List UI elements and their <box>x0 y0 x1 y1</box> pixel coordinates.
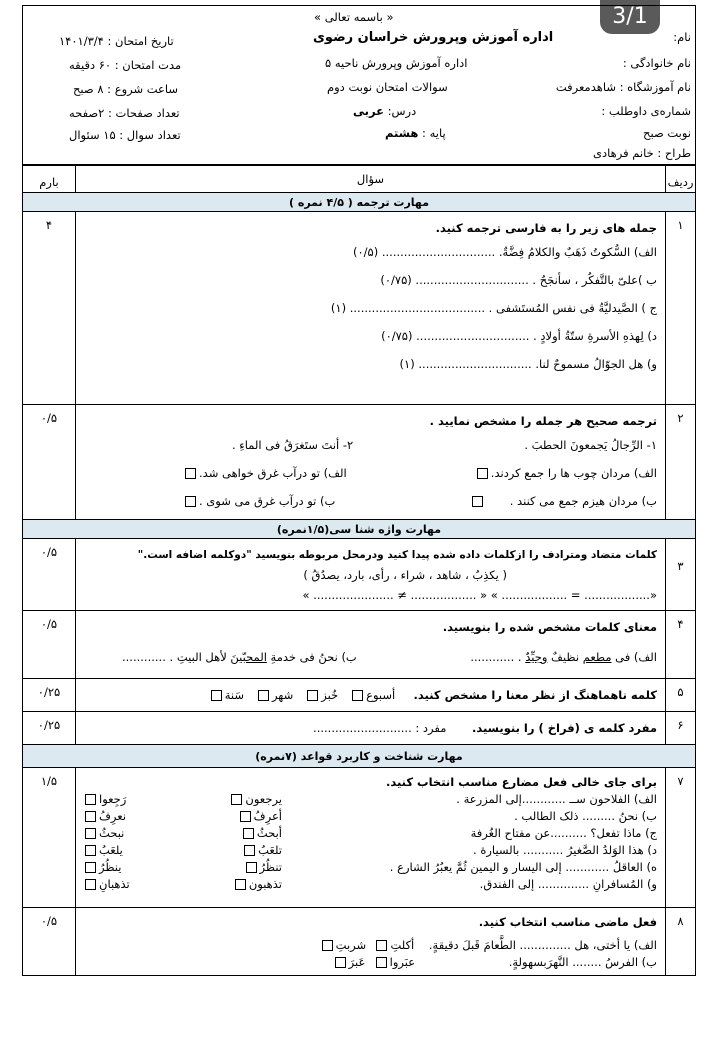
district-label: اداره آموزش وپرورش ناحیه ۵ <box>325 56 468 70</box>
checkbox[interactable] <box>85 828 96 839</box>
q7-option[interactable]: تنظُرُ <box>243 859 282 876</box>
q1-item-e: و) هل الجوّالُ مسموحٌ لنا. ............................... (۱) <box>399 357 657 371</box>
checkbox[interactable] <box>235 879 246 890</box>
q5-option-1[interactable]: أسبوع <box>349 688 395 702</box>
q7-option[interactable]: ینظُرُ <box>82 859 121 876</box>
checkbox[interactable] <box>376 940 387 951</box>
checkbox[interactable] <box>240 811 251 822</box>
q7-option[interactable]: نعرِفُ <box>82 808 126 825</box>
questions-count-field: تعداد سوال : ۱۵ سئوال <box>69 128 181 142</box>
q4-item-b: ب) نحنُ فی خدمةِ المحبّینَ لأهل البیتِ . ............ <box>122 650 357 664</box>
question-row-1 <box>23 212 696 405</box>
checkbox[interactable] <box>85 811 96 822</box>
start-time-field: ساعت شروع : ۸ صبح <box>73 82 179 96</box>
question-row-2 <box>23 405 696 520</box>
q6-answer-field[interactable]: مفرد : ........................... <box>313 721 447 735</box>
page-counter-badge: 3/1 <box>600 0 660 34</box>
question-score: ۰/۲۵ <box>23 679 76 712</box>
q2-sentence-2: ۲- أنتَ ستَغرَقُ فی الماءِ . <box>232 438 354 452</box>
q7-option[interactable]: نبحثُ <box>82 825 124 842</box>
q5-option-4[interactable]: سَنة <box>208 688 244 702</box>
q7-items <box>82 808 657 893</box>
table-header <box>23 166 696 193</box>
q2-option-b1[interactable]: ب) مردان هیزم جمع می کنند . <box>469 487 657 515</box>
question-number: ۵ <box>666 679 696 712</box>
duration-field: مدت امتحان : ۶۰ دقیقه <box>69 58 182 72</box>
q7-options <box>82 791 282 808</box>
school-field: نام آموزشگاه : شاهدمعرفت <box>555 80 691 94</box>
col-score-header: بارم <box>23 166 76 193</box>
question-number: ۶ <box>666 712 696 745</box>
question-title: مفرد کلمه ی (فراخ ) را بنویسید. <box>471 721 657 735</box>
question-score: ۰/۵ <box>23 539 76 611</box>
exam-header <box>22 5 696 165</box>
section-grammar: مهارت شناخت و کاربرد قواعد (۷نمره) <box>23 745 696 768</box>
checkbox[interactable] <box>472 496 483 507</box>
checkbox[interactable] <box>244 845 255 856</box>
exam-date-field: تاریخ امتحان : ۱۴۰۱/۳/۴ <box>59 34 174 48</box>
exam-sheet <box>22 5 696 976</box>
question-title: کلمات متضاد ومترادف را ازکلمات داده شده پیدا کنید ودرمحل مربوطه بنویسید "دوکلمه اضافه است." <box>137 549 657 561</box>
question-score: ۰/۲۵ <box>23 712 76 745</box>
question-number: ۱ <box>666 212 696 405</box>
question-title: جمله های زیر را به فارسی ترجمه کنید. <box>435 221 657 235</box>
q7-options <box>82 842 282 859</box>
q8-item-b: ب) الفرسُ ........ النَّهرَبسهولةٍ. عبَروا عَبرَ <box>82 954 657 971</box>
q8-option[interactable]: عَبرَ <box>332 955 366 969</box>
question-body <box>76 768 666 908</box>
checkbox[interactable] <box>243 828 254 839</box>
q5-option-3[interactable]: شهر <box>255 688 293 702</box>
org-title: اداره آموزش وپرورش خراسان رضوی <box>313 30 554 45</box>
question-number: ۴ <box>666 611 696 679</box>
checkbox[interactable] <box>477 468 488 479</box>
question-row-3 <box>23 539 696 611</box>
question-title: معنای کلمات مشخص شده را بنویسید. <box>442 620 657 634</box>
question-title: فعل ماضی مناسب انتخاب کنید. <box>478 915 657 929</box>
q4-items <box>82 643 657 671</box>
q3-answer-line[interactable]: «.................. = .................. » « .................. ≠ ...................... » <box>302 588 657 602</box>
question-body <box>76 611 666 679</box>
shift-field: نوبت صبح <box>643 126 691 140</box>
question-score: ۰/۵ <box>23 908 76 976</box>
section-translation: مهارت ترجمه ( ۴/۵ نمره ) <box>23 193 696 212</box>
pages-count-field: تعداد صفحات : ۲صفحه <box>69 106 180 120</box>
question-number: ۳ <box>666 539 696 611</box>
col-question-header: سؤال <box>76 166 666 193</box>
q5-line <box>82 685 657 705</box>
q7-option[interactable]: أبحثُ <box>240 825 282 842</box>
subject-field: درس: عربی <box>353 104 417 118</box>
question-row-8 <box>23 908 696 976</box>
q6-line <box>82 718 657 738</box>
question-number: ۷ <box>666 768 696 908</box>
question-body <box>76 212 666 405</box>
checkbox[interactable] <box>376 957 387 968</box>
q2-sentences <box>82 431 657 459</box>
question-row-7 <box>23 768 696 908</box>
q2-options-b <box>82 487 657 515</box>
question-score: ۱/۵ <box>23 768 76 908</box>
q7-item-text: ج) ماذا تفعل؟ ..........عن مفتاح الغُرفة <box>470 826 657 840</box>
q8-option[interactable]: أکلتِ <box>373 938 414 952</box>
q1-item-b: ب )علیّ بالتَّفکُر ، سأنجَحُ . ............................... (۰/۷۵) <box>380 273 657 287</box>
checkbox[interactable] <box>85 794 96 805</box>
q7-item <box>82 859 657 876</box>
checkbox[interactable] <box>185 496 196 507</box>
exam-title: سوالات امتحان نوبت دوم <box>327 80 448 94</box>
checkbox[interactable] <box>231 794 242 805</box>
q7-item <box>82 825 657 842</box>
questions-table <box>22 165 696 976</box>
question-score: ۰/۵ <box>23 405 76 520</box>
question-row-4 <box>23 611 696 679</box>
col-row-header: ردیف <box>666 166 696 193</box>
q3-word-list: ( یکذِبُ ، شاهد ، شراء ، رأی، بارد، یصدُقُ ) <box>303 568 507 582</box>
q7-item <box>82 808 657 825</box>
question-number: ۸ <box>666 908 696 976</box>
q7-options <box>82 859 282 876</box>
q7-option[interactable]: تذهبانِ <box>82 876 130 893</box>
checkbox[interactable] <box>258 690 269 701</box>
section-vocabulary: مهارت واژه شنا سی(۱/۵نمره) <box>23 520 696 539</box>
question-number: ۲ <box>666 405 696 520</box>
q7-option[interactable]: رَجِعوا <box>82 791 126 808</box>
question-body <box>76 405 666 520</box>
question-body <box>76 539 666 611</box>
q2-options-a <box>82 459 657 487</box>
q2-option-b2[interactable]: ب) تو درآب غرق می شوی . <box>182 487 335 515</box>
q4-item-a: الف) فی مطعم نظیفٌ وجیِّدٌ . ............ <box>470 650 657 664</box>
designer-field: طراح : خانم فرهادی <box>593 146 691 160</box>
q7-option[interactable]: أعرِفُ <box>237 808 282 825</box>
checkbox[interactable] <box>85 879 96 890</box>
checkbox[interactable] <box>352 690 363 701</box>
checkbox[interactable] <box>85 862 96 873</box>
checkbox[interactable] <box>335 957 346 968</box>
q1-item-a: الف) السُّکوتُ ذَهَبٌ والکلامُ فِضَّةٌ. ............................... (۰/۵) <box>352 245 657 259</box>
question-body <box>76 908 666 976</box>
question-score: ۰/۵ <box>23 611 76 679</box>
q1-item-d: د) لِهذهِ الأسرةِ ستّةُ أولادٍ . ............................... (۰/۷۵) <box>381 329 657 343</box>
q5-option-2[interactable]: خُبز <box>304 688 338 702</box>
q2-option-a1[interactable]: الف) مردان چوب ها را جمع کردند. <box>474 459 657 487</box>
q7-option[interactable]: تلعَبُ <box>241 842 282 859</box>
q7-options <box>82 876 282 893</box>
checkbox[interactable] <box>246 862 257 873</box>
q7-option[interactable]: یلعَبُ <box>82 842 123 859</box>
q7-item <box>82 842 657 859</box>
question-title: ترجمه صحیح هر جمله را مشخص نمایید . <box>429 414 657 428</box>
checkbox[interactable] <box>185 468 196 479</box>
question-row-5 <box>23 679 696 712</box>
checkbox[interactable] <box>85 845 96 856</box>
q7-item-text: د) هذا الوَلدُ الصَّغیرُ ........... بالسیارة . <box>473 843 657 857</box>
q7-item-text: الف) الفلاحون ســ ............إلی المزرعة . <box>456 792 657 806</box>
q7-item <box>82 876 657 893</box>
q7-item-text: و) المُسافرانِ .............. إلی الفندق. <box>479 877 657 891</box>
checkbox[interactable] <box>322 940 333 951</box>
question-row-6 <box>23 712 696 745</box>
q7-item <box>82 791 657 808</box>
q7-item-text: ه) العاقلُ ............ إلی الیسار و الیمین ثُمَّ یعبُرُ الشارع . <box>389 860 657 874</box>
q7-options <box>82 825 282 842</box>
q7-item-text: ب) نحنُ ......... ذلک الطالب . <box>514 809 657 823</box>
question-score: ۴ <box>23 212 76 405</box>
question-body <box>76 712 666 745</box>
q8-item-a: الف) یا أختی، هل .............. الطَّعامَ قَبلَ دقیقةٍ. أکلتِ شربتِ <box>82 937 657 954</box>
grade-field: پایه : هشتم <box>385 126 446 140</box>
q1-item-c: ج ) الصَّیدلیَّةُ فی نفس المُستَشفی . ..................................... (۱) <box>330 301 657 315</box>
basmala: « باسمه تعالی » <box>314 10 394 24</box>
question-title: کلمه ناهماهنگ از نظر معنا را مشخص کنید. <box>413 688 657 702</box>
checkbox[interactable] <box>211 690 222 701</box>
q2-option-a2[interactable]: الف) تو درآب غرق خواهی شد. <box>182 459 347 487</box>
q7-option[interactable]: تذهبون <box>232 876 282 893</box>
q8-option[interactable]: عبَروا <box>373 955 415 969</box>
question-body <box>76 679 666 712</box>
checkbox[interactable] <box>307 690 318 701</box>
q7-item-a <box>82 791 657 808</box>
q7-options <box>82 808 282 825</box>
name-field: نام: <box>673 30 691 44</box>
student-number-field: شماره‌ی داوطلب : <box>601 104 691 118</box>
question-title: برای جای خالی فعل مضارع مناسب انتخاب کنید. <box>385 775 657 789</box>
family-field: نام خانوادگی : <box>622 56 691 70</box>
q2-sentence-1: ۱- الرِّجالُ یَجمعونَ الحطبَ . <box>524 438 657 452</box>
q7-option[interactable]: یرجعون <box>228 791 282 808</box>
q8-option[interactable]: شربتِ <box>319 938 366 952</box>
